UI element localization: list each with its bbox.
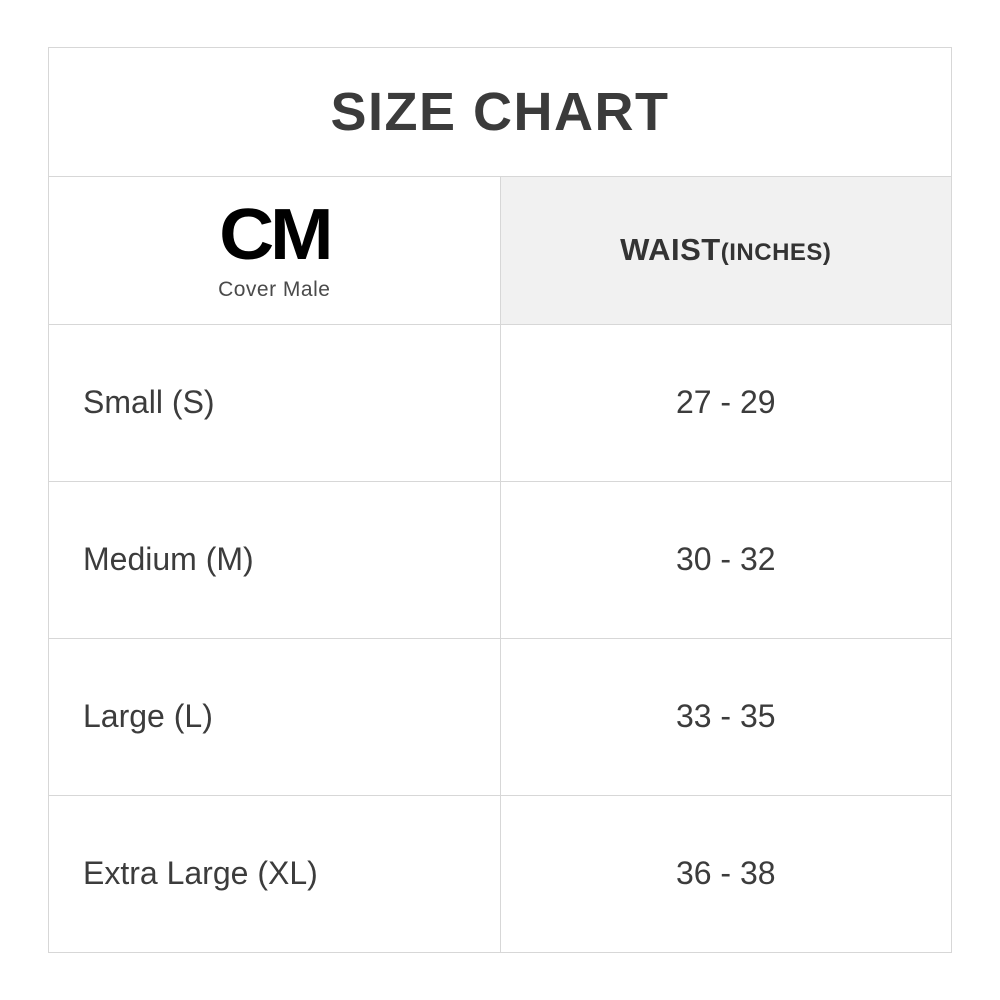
size-label: Extra Large (XL) bbox=[49, 795, 500, 952]
size-label: Large (L) bbox=[49, 638, 500, 795]
size-label: Small (S) bbox=[49, 324, 500, 481]
brand-logo bbox=[218, 195, 331, 301]
waist-value: 30 - 32 bbox=[500, 481, 951, 638]
waist-header-label: WAIST bbox=[620, 232, 721, 267]
brand-name: Cover Male bbox=[218, 278, 331, 301]
size-chart-container bbox=[48, 47, 952, 953]
waist-value: 27 - 29 bbox=[500, 324, 951, 481]
waist-value: 36 - 38 bbox=[500, 795, 951, 952]
page-title: SIZE CHART bbox=[330, 81, 670, 142]
table-row bbox=[49, 638, 951, 795]
brand-logo-cell bbox=[49, 176, 500, 324]
brand-monogram: CM bbox=[219, 195, 330, 275]
waist-value: 33 - 35 bbox=[500, 638, 951, 795]
waist-header-unit: (INCHES) bbox=[720, 239, 832, 266]
waist-column-header bbox=[500, 176, 951, 324]
size-chart-table bbox=[49, 48, 951, 952]
table-row bbox=[49, 795, 951, 952]
table-header-row bbox=[49, 176, 951, 324]
table-row bbox=[49, 324, 951, 481]
size-label: Medium (M) bbox=[49, 481, 500, 638]
page-title-cell bbox=[49, 48, 951, 176]
table-row bbox=[49, 481, 951, 638]
title-row bbox=[49, 48, 951, 176]
